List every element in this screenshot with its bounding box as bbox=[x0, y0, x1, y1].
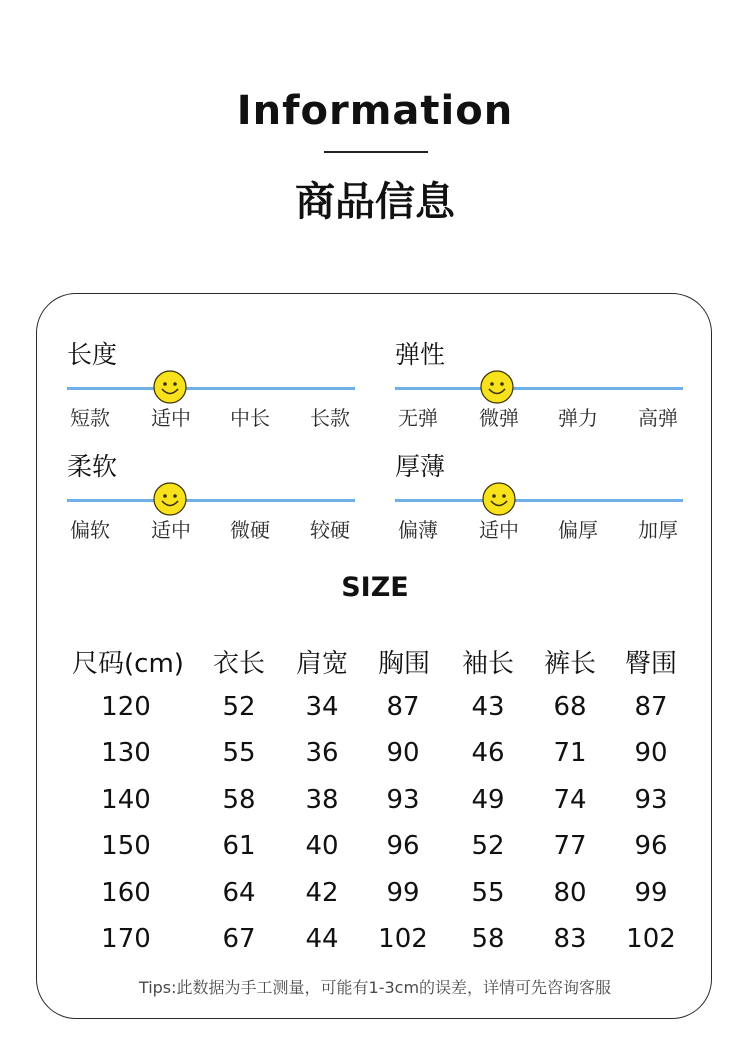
size-table-header bbox=[0, 643, 750, 683]
scale-label: 弹性 bbox=[395, 340, 446, 369]
scale-track bbox=[67, 499, 355, 502]
scale-option: 偏薄 bbox=[398, 518, 438, 542]
scale-option: 无弹 bbox=[398, 406, 438, 430]
table-cell: 170 bbox=[101, 924, 151, 954]
table-cell: 43 bbox=[471, 692, 505, 722]
table-cell: 67 bbox=[222, 924, 256, 954]
table-cell: 87 bbox=[634, 692, 668, 722]
table-cell: 96 bbox=[386, 831, 420, 861]
table-cell: 130 bbox=[101, 738, 151, 768]
scale-label: 厚薄 bbox=[395, 452, 446, 481]
scale-option: 加厚 bbox=[638, 518, 678, 542]
table-cell: 120 bbox=[101, 692, 151, 722]
scale-label: 柔软 bbox=[67, 452, 118, 481]
scale-track bbox=[395, 499, 683, 502]
column-header: 胸围 bbox=[377, 649, 431, 679]
table-row bbox=[0, 878, 750, 918]
scale-option: 微弹 bbox=[479, 406, 519, 430]
table-cell: 102 bbox=[626, 924, 676, 954]
column-header: 衣长 bbox=[212, 649, 266, 679]
table-cell: 71 bbox=[553, 738, 587, 768]
smiley-icon bbox=[482, 482, 516, 516]
table-cell: 102 bbox=[378, 924, 428, 954]
table-cell: 160 bbox=[101, 878, 151, 908]
table-cell: 42 bbox=[305, 878, 339, 908]
table-cell: 90 bbox=[634, 738, 668, 768]
scale-option: 适中 bbox=[151, 406, 191, 430]
column-header: 肩宽 bbox=[295, 649, 349, 679]
table-cell: 68 bbox=[553, 692, 587, 722]
table-cell: 74 bbox=[553, 785, 587, 815]
column-header: 袖长 bbox=[461, 649, 515, 679]
table-cell: 55 bbox=[222, 738, 256, 768]
table-cell: 99 bbox=[386, 878, 420, 908]
table-cell: 64 bbox=[222, 878, 256, 908]
scale-option: 短款 bbox=[70, 406, 110, 430]
scale-thickness bbox=[395, 447, 685, 567]
measurement-tips: Tips:此数据为手工测量，可能有1-3cm的误差，详情可先咨询客服 bbox=[138, 978, 612, 997]
page-title-en: Information bbox=[236, 88, 514, 134]
table-cell: 46 bbox=[471, 738, 505, 768]
scale-option: 高弹 bbox=[638, 406, 678, 430]
table-cell: 52 bbox=[471, 831, 505, 861]
table-row bbox=[0, 738, 750, 778]
table-cell: 93 bbox=[386, 785, 420, 815]
size-table-title: SIZE bbox=[341, 572, 409, 603]
scale-track bbox=[395, 387, 683, 390]
scale-option: 弹力 bbox=[558, 406, 598, 430]
scale-softness bbox=[67, 447, 357, 567]
table-cell: 58 bbox=[222, 785, 256, 815]
scale-option: 微硬 bbox=[230, 518, 270, 542]
column-header: 尺码(cm) bbox=[72, 649, 184, 679]
table-cell: 80 bbox=[553, 878, 587, 908]
scale-track bbox=[67, 387, 355, 390]
column-header: 臀围 bbox=[624, 649, 678, 679]
table-cell: 40 bbox=[305, 831, 339, 861]
page-title-cn: 商品信息 bbox=[295, 179, 455, 225]
table-cell: 150 bbox=[101, 831, 151, 861]
table-cell: 99 bbox=[634, 878, 668, 908]
smiley-icon bbox=[153, 370, 187, 404]
table-cell: 34 bbox=[305, 692, 339, 722]
table-cell: 36 bbox=[305, 738, 339, 768]
smiley-icon bbox=[480, 370, 514, 404]
table-row bbox=[0, 692, 750, 732]
table-row bbox=[0, 785, 750, 825]
scale-option: 偏软 bbox=[70, 518, 110, 542]
title-divider bbox=[324, 151, 428, 153]
scale-length bbox=[67, 335, 357, 455]
scale-label: 长度 bbox=[67, 340, 118, 369]
table-cell: 93 bbox=[634, 785, 668, 815]
table-cell: 44 bbox=[305, 924, 339, 954]
table-cell: 61 bbox=[222, 831, 256, 861]
table-cell: 52 bbox=[222, 692, 256, 722]
scale-option: 较硬 bbox=[310, 518, 350, 542]
scale-option: 偏厚 bbox=[558, 518, 598, 542]
table-cell: 58 bbox=[471, 924, 505, 954]
table-cell: 38 bbox=[305, 785, 339, 815]
column-header: 裤长 bbox=[543, 649, 597, 679]
scale-option: 适中 bbox=[479, 518, 519, 542]
table-cell: 83 bbox=[553, 924, 587, 954]
table-cell: 90 bbox=[386, 738, 420, 768]
scale-option: 适中 bbox=[151, 518, 191, 542]
scale-option: 长款 bbox=[310, 406, 350, 430]
scale-elasticity bbox=[395, 335, 685, 455]
table-row bbox=[0, 924, 750, 964]
table-cell: 96 bbox=[634, 831, 668, 861]
table-cell: 77 bbox=[553, 831, 587, 861]
smiley-icon bbox=[153, 482, 187, 516]
table-cell: 55 bbox=[471, 878, 505, 908]
table-cell: 140 bbox=[101, 785, 151, 815]
table-cell: 87 bbox=[386, 692, 420, 722]
table-cell: 49 bbox=[471, 785, 505, 815]
scale-option: 中长 bbox=[230, 406, 270, 430]
table-row bbox=[0, 831, 750, 871]
